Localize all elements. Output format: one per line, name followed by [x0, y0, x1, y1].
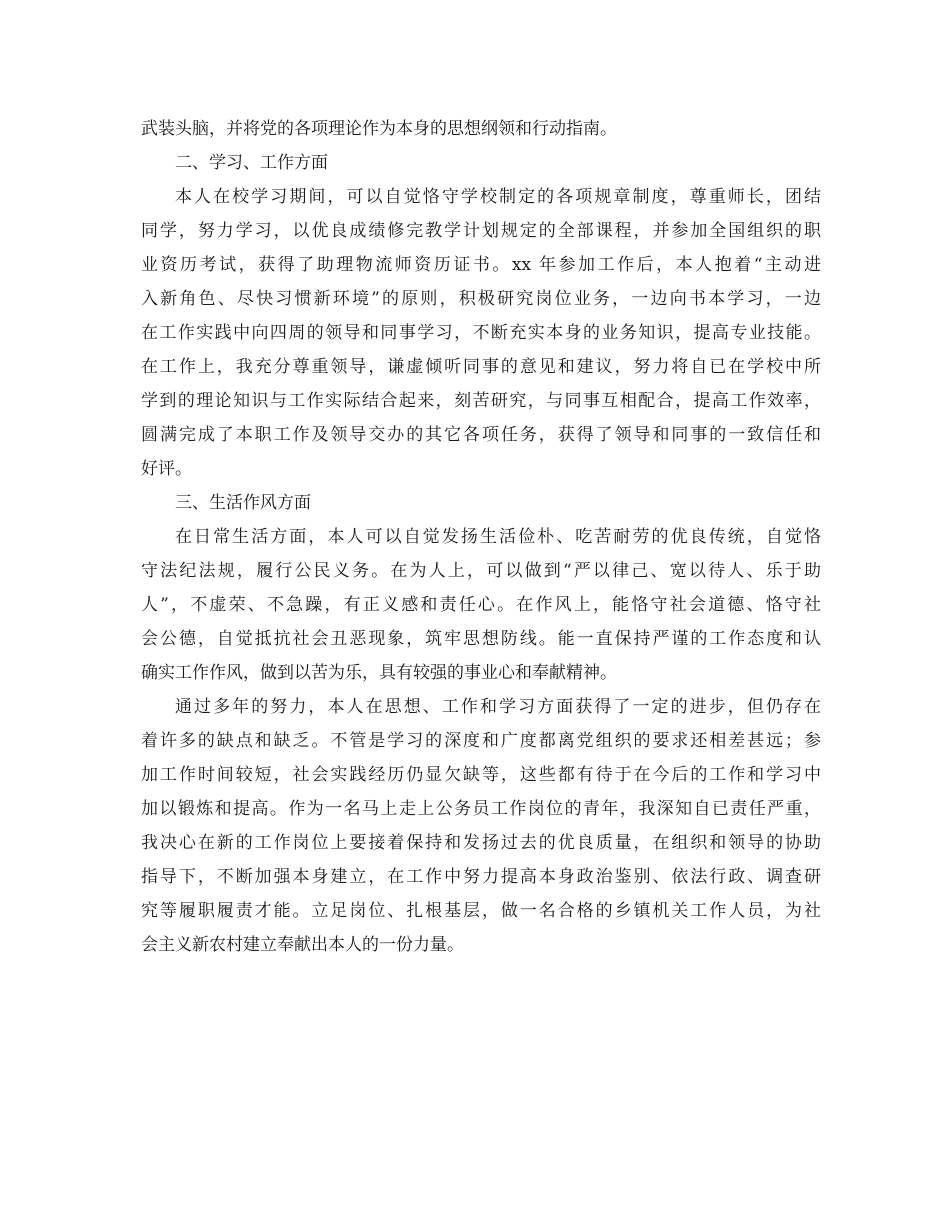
- text-line: 确实工作作风，做到以苦为乐，具有较强的事业心和奉献精神。: [141, 663, 617, 683]
- text-line: 入新角色、尽快习惯新环境”的原则，积极研究岗位业务，一边向书本学习，一边: [141, 289, 821, 309]
- text-line: 我决心在新的工作岗位上要接着保持和发扬过去的优良质量，在组织和领导的协助: [141, 833, 821, 853]
- text-line: 武装头脑，并将党的各项理论作为本身的思想纲领和行动指南。: [141, 119, 617, 139]
- section-heading-lifestyle: 三、生活作风方面: [175, 493, 311, 513]
- text-line: 同学，努力学习，以优良成绩修完教学计划规定的全部课程，并参加全国组织的职: [141, 221, 821, 241]
- text-line: 会公德，自觉抵抗社会丑恶现象，筑牢思想防线。能一直保持严谨的工作态度和认: [141, 629, 821, 649]
- text-line: 学到的理论知识与工作实际结合起来，刻苦研究，与同事互相配合，提高工作效率，: [141, 391, 821, 411]
- text-line: 加以锻炼和提高。作为一名马上走上公务员工作岗位的青年，我深知自已责任严重，: [141, 799, 821, 819]
- text-line: 守法纪法规，履行公民义务。在为人上，可以做到“严以律己、宽以待人、乐于助: [141, 561, 821, 581]
- text-line: 在工作上，我充分尊重领导，谦虚倾听同事的意见和建议，努力将自已在学校中所: [141, 357, 821, 377]
- text-line: 会主义新农村建立奉献出本人的一份力量。: [141, 935, 464, 955]
- section-heading-study-work: 二、学习、工作方面: [175, 153, 328, 173]
- text-line: 在日常生活方面，本人可以自觉发扬生活俭朴、吃苦耐劳的优良传统，自觉恪: [175, 527, 821, 547]
- text-line: 本人在校学习期间，可以自觉恪守学校制定的各项规章制度，尊重师长，团结: [175, 187, 821, 207]
- text-line: 好评。: [141, 459, 192, 479]
- text-line: 圆满完成了本职工作及领导交办的其它各项任务，获得了领导和同事的一致信任和: [141, 425, 821, 445]
- text-line: 通过多年的努力，本人在思想、工作和学习方面获得了一定的进步，但仍存在: [175, 697, 821, 717]
- text-line: 着许多的缺点和缺乏。不管是学习的深度和广度都离党组织的要求还相差甚远；参: [141, 731, 821, 751]
- text-line: 人”，不虚荣、不急躁，有正义感和责任心。在作风上，能恪守社会道德、恪守社: [141, 595, 821, 615]
- text-line: 加工作时间较短，社会实践经历仍显欠缺等，这些都有待于在今后的工作和学习中: [141, 765, 821, 785]
- text-line: 究等履职履责才能。立足岗位、扎根基层，做一名合格的乡镇机关工作人员，为社: [141, 901, 821, 921]
- text-line: 在工作实践中向四周的领导和同事学习，不断充实本身的业务知识，提高专业技能。: [141, 323, 821, 343]
- text-line: 业资历考试，获得了助理物流师资历证书。xx 年参加工作后，本人抱着“主动进: [141, 255, 821, 275]
- text-line: 指导下，不断加强本身建立，在工作中努力提高本身政治鉴别、依法行政、调查研: [141, 867, 821, 887]
- document-body: [141, 112, 821, 962]
